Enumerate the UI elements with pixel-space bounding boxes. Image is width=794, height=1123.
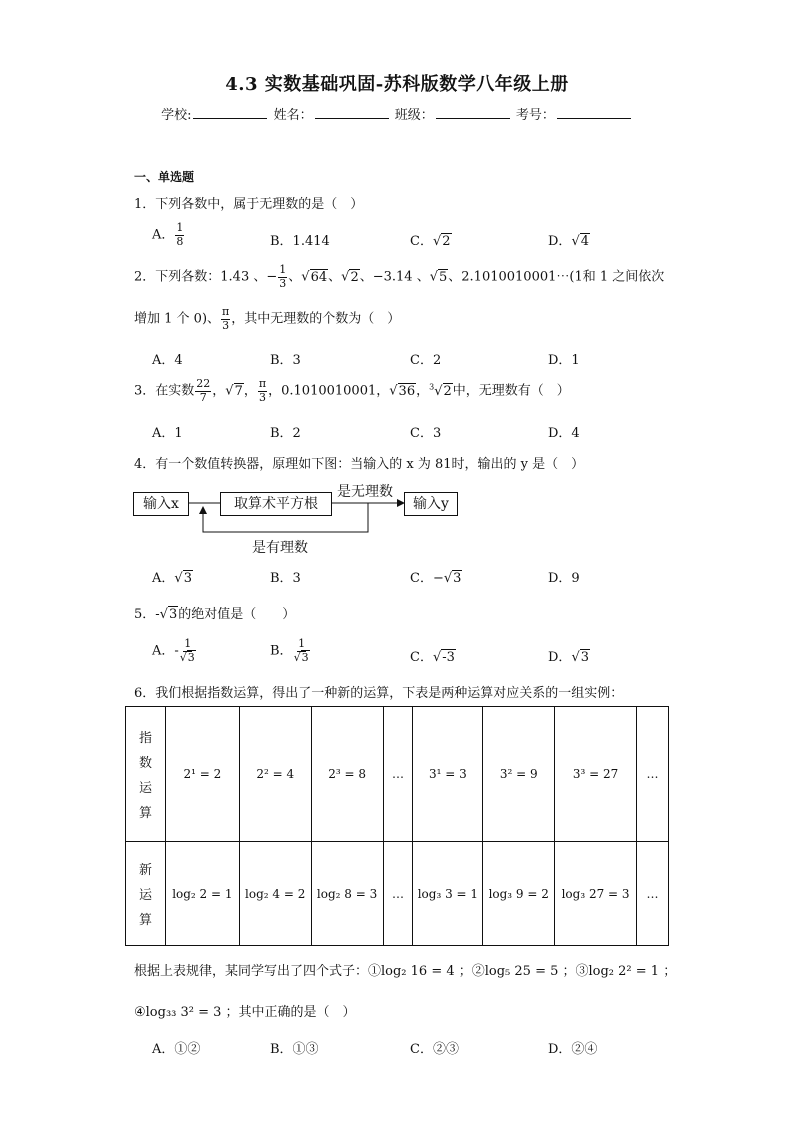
section-heading: 一、单选题 [134, 170, 195, 184]
label-rational: 是有理数 [252, 540, 308, 556]
box-input-x: 输入x [133, 492, 189, 516]
q1-d-radicand: 4 [580, 234, 590, 249]
q5-option-b[interactable] [270, 638, 311, 664]
table-cell: log₃ 3 = 1 [413, 842, 483, 946]
sqrt-icon: √5 [429, 269, 448, 285]
cube-root-icon: $^3$√2 [429, 382, 452, 399]
table-cell: 3³ = 27 [555, 707, 637, 842]
q1-option-c[interactable] [410, 230, 452, 249]
q3-option-a[interactable]: A．1 [152, 426, 183, 441]
sqrt-icon: √4 [571, 234, 590, 249]
q1-option-d[interactable] [548, 230, 590, 249]
q3-text-dec: ，0.1010010001， [268, 383, 390, 399]
box-output-y: 输入y [404, 492, 458, 516]
q3-pi-den: 3 [259, 390, 266, 404]
q5-rad3: 3 [168, 607, 178, 622]
q3-frac-num: 22 [196, 377, 211, 390]
q3-pi-third [258, 378, 267, 404]
sqrt-icon: √2 [341, 269, 359, 285]
q2-rad5: 5 [439, 269, 448, 285]
q2-pi-third [221, 306, 230, 332]
table-row-exponent [126, 707, 669, 842]
sqrt-icon: √3 [293, 650, 309, 664]
q6-stem: 6．我们根据指数运算，得出了一种新的运算，下表是两种运算对应关系的一组实例： [134, 686, 624, 701]
page-title: 4.3 实数基础巩固-苏科版数学八年级上册 [225, 74, 569, 95]
q5-b-num: 1 [298, 637, 306, 650]
q6-after-line2: ④log₃₃ 3² = 3 ；其中正确的是（ ） [134, 1005, 356, 1020]
table-cell: log₃ 9 = 2 [483, 842, 555, 946]
sqrt-icon: √36 [389, 383, 416, 399]
q2-text-mid: 、−3.14 、 [359, 269, 430, 285]
row-header-char: 算 [138, 806, 152, 821]
arrow-head-icon [199, 506, 207, 514]
q3-pi-num: π [258, 377, 267, 390]
q2-stem-line2 [134, 306, 400, 332]
table-cell: 2² = 4 [239, 707, 311, 842]
q3-rad36: 36 [398, 383, 416, 399]
q2-frac-num: 1 [279, 263, 287, 276]
label-irrational: 是无理数 [337, 484, 393, 500]
sqrt-icon: √3 [179, 650, 195, 664]
sqrt-icon: √3 [571, 650, 590, 665]
table-cell: log₂ 8 = 3 [311, 842, 383, 946]
sqrt-icon: √-3 [432, 650, 455, 665]
q1-c-radicand: 2 [442, 234, 451, 249]
box-sqrt: 取算术平方根 [220, 492, 332, 516]
q4-stem: 4．有一个数值转换器，原理如下图：当输入的 x 为 81时，输出的 y 是（ ） [134, 457, 585, 472]
school-label: 学校: [161, 108, 192, 123]
table-cell: … [636, 707, 668, 842]
q5-option-d[interactable] [548, 646, 590, 665]
q5-text-pre: 5．- [134, 607, 160, 622]
table-cell: … [383, 842, 413, 946]
q4-option-c[interactable] [410, 567, 462, 586]
q5-a-den: 3 [187, 650, 195, 664]
row2-header [126, 842, 166, 946]
table-cell: 2¹ = 2 [165, 707, 239, 842]
q3-cube-index: 3 [429, 382, 435, 392]
q2-pi-den: 3 [222, 318, 230, 332]
q2-option-a[interactable]: A．4 [152, 353, 183, 368]
q3-text-a: 3．在实数 [134, 383, 195, 399]
q2-line2b: ，其中无理数的个数为（ ） [231, 311, 401, 327]
q6-option-c[interactable]: C．②③ [410, 1042, 459, 1057]
q1-option-a[interactable] [152, 222, 185, 248]
q4-a-label: A． [152, 571, 175, 586]
name-blank[interactable] [315, 106, 389, 119]
q2-pi-num: π [222, 305, 230, 318]
q3-rad7: 7 [234, 383, 243, 399]
q5-a-label: A．- [152, 643, 179, 659]
row1-header [126, 707, 166, 842]
table-cell: … [383, 707, 413, 842]
q1-a-label: A． [152, 227, 175, 243]
q3-stem: 3．在实数 $\frac{22}{7}$ ，√7， $\frac{\pi}{3}$ ，0.1010010001，√36，$^3$√2中，无理数有（ ） [134, 377, 570, 404]
q2-option-b[interactable]: B．3 [270, 353, 301, 368]
table-row-new-op [126, 842, 669, 946]
q2-rad2: 2 [350, 269, 359, 285]
q1-option-b[interactable]: B．1.414 [270, 234, 330, 249]
q2-text-a: 2．下列各数：1.43 、 [134, 269, 267, 285]
q2-option-c[interactable]: C．2 [410, 353, 442, 368]
q1-stem: 1．下列各数中，属于无理数的是（ ） [134, 197, 364, 212]
q6-after-line1: 根据上表规律，某同学写出了四个式子：①log₂ 16 = 4 ；②log₅ 25 = 5 ；③log₂ 2² = 1 ； [134, 964, 677, 979]
q3-option-d[interactable]: D．4 [548, 426, 580, 441]
row-header-char: 运 [138, 888, 152, 903]
q1-a-den: 8 [176, 234, 184, 248]
q5-b-label: B． [270, 643, 293, 659]
q4-option-a[interactable] [152, 567, 193, 586]
q4-c-radicand: 3 [453, 571, 462, 586]
q5-d-radicand: 3 [580, 650, 590, 665]
class-blank[interactable] [436, 106, 510, 119]
q5-option-a[interactable] [152, 638, 197, 664]
table-cell: log₂ 2 = 1 [165, 842, 239, 946]
q2-frac-den: 3 [279, 276, 287, 290]
sqrt-icon: √3 [443, 571, 462, 586]
q1-a-fraction [175, 222, 184, 248]
row-header-char: 数 [138, 756, 152, 771]
name-label: 姓名： [273, 108, 313, 123]
q1-d-label: D． [548, 234, 572, 249]
q5-option-c[interactable] [410, 646, 456, 665]
row-header-char: 新 [138, 863, 152, 878]
q3-cube-rad: 2 [443, 383, 452, 399]
table-cell: log₃ 27 = 3 [555, 842, 637, 946]
class-label: 班级： [394, 108, 434, 123]
q2-rad64: 64 [310, 269, 328, 285]
q5-c-label: C． [410, 650, 433, 665]
school-blank[interactable] [193, 106, 267, 119]
sqrt-icon: √64 [301, 269, 328, 285]
table-cell: log₂ 4 = 2 [239, 842, 311, 946]
q3-option-c[interactable]: C．3 [410, 426, 442, 441]
q4-c-label: C．− [410, 571, 444, 586]
q1-a-num: 1 [176, 221, 184, 234]
operations-table [125, 706, 669, 946]
q2-option-d[interactable]: D．1 [548, 353, 580, 368]
sqrt-icon: √3 [174, 571, 192, 586]
table-cell: 3² = 9 [483, 707, 555, 842]
q2-neg-third [278, 264, 287, 290]
row-header-char: 算 [138, 913, 152, 928]
q5-b-den: 3 [301, 650, 309, 664]
table-cell: 3¹ = 3 [413, 707, 483, 842]
q4-a-radicand: 3 [183, 571, 192, 586]
q5-d-label: D． [548, 650, 572, 665]
q4-option-b[interactable]: B．3 [270, 571, 301, 586]
number-label: 考号： [515, 108, 555, 123]
q2-line2a: 增加 1 个 0)、 [134, 311, 221, 327]
sqrt-icon: √3 [159, 607, 178, 622]
sqrt-icon: √7 [225, 383, 243, 399]
q5-a-fraction [180, 638, 196, 664]
row-header-char: 运 [138, 781, 152, 796]
q5-c-radicand: -3 [442, 650, 455, 665]
q3-frac-den: 7 [199, 390, 207, 404]
q5-b-fraction [294, 638, 310, 664]
sqrt-icon: √2 [432, 234, 451, 249]
q6-option-d[interactable]: D．②④ [548, 1042, 598, 1057]
q3-text-tail: 中，无理数有（ ） [452, 383, 570, 399]
q2-stem-line1: 2．下列各数：1.43 、− $\frac{1}{3}$ 、√64、√2、−3.14 、√5、2.1010010001⋯(1和 1 之间依次 [134, 263, 665, 290]
q3-option-b[interactable]: B．2 [270, 426, 301, 441]
student-info-line [0, 104, 794, 123]
row-header-char: 指 [138, 731, 152, 746]
q6-option-a[interactable]: A．①② [152, 1042, 201, 1057]
q5-stem [134, 603, 295, 622]
q2-text-tail: 、2.1010010001⋯(1和 1 之间依次 [448, 269, 665, 285]
q6-option-b[interactable]: B．①③ [270, 1042, 319, 1057]
q3-22-7 [195, 378, 211, 404]
q5-text-post: 的绝对值是（ ） [178, 607, 296, 622]
table-cell: … [636, 842, 668, 946]
q1-c-label: C． [410, 234, 433, 249]
number-blank[interactable] [557, 106, 631, 119]
q5-a-num: 1 [184, 637, 192, 650]
table-cell: 2³ = 8 [311, 707, 383, 842]
q4-option-d[interactable]: D．9 [548, 571, 580, 586]
